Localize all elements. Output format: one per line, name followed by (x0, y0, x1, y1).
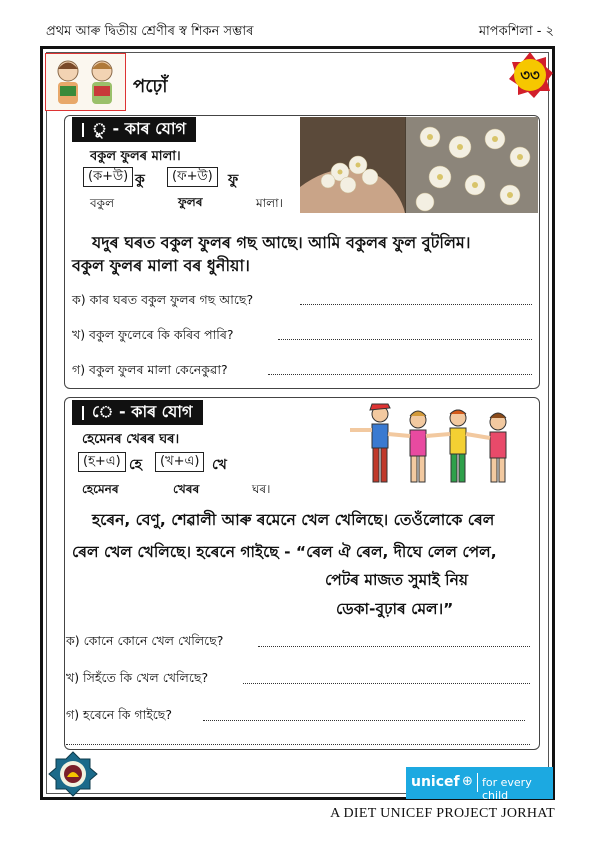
answer-line-3[interactable] (268, 374, 532, 375)
question2-2: খ) সিহঁতে কি খেল খেলিছে? (66, 670, 209, 685)
passage2-line-2: ৰেল খেল খেলিছে। হৰেনে গাইছে - “ৰেল ঐ ৰেল, দীঘে লেল পেল, (72, 543, 497, 561)
bakul-flowers-photo (300, 117, 538, 213)
word-mala: মালা। (256, 196, 283, 210)
passage2-line-1: হৰেন, বেণু, শেৱালী আৰু ৰমেনে খেল খেলিছে। তেওঁলোকে ৰেল (92, 511, 495, 529)
unicef-logo-box (406, 767, 553, 802)
unicef-wordmark: unicef (411, 774, 460, 790)
answer2-line-1[interactable] (258, 646, 530, 647)
children-reading-illustration (45, 53, 126, 111)
syllable-pha-u: (ফ+উ) (167, 167, 218, 187)
question-1: ক) কাৰ ঘৰত বকুল ফুলৰ গছ আছে? (72, 292, 254, 307)
passage2-line-4: ডেকা-বুঢ়াৰ মেল।” (336, 600, 454, 618)
word-phulor: ফুলৰ (178, 195, 203, 209)
word-bakul: বকুল (90, 196, 115, 210)
children-train-game-illustration (350, 400, 530, 498)
header-level-label: মাপকশিলা - ২ (478, 24, 554, 39)
header-series-title: প্ৰথম আৰু দ্বিতীয় শ্ৰেণীৰ স্ব শিকন সম্ভাৰ (46, 24, 254, 39)
project-credit: A DIET UNICEF PROJECT JORHAT (330, 806, 555, 821)
passage-line-2: বকুল ফুলৰ মালা বৰ ধুনীয়া। (72, 256, 250, 275)
question-2: খ) বকুল ফুলেৰে কি কৰিব পাৰি? (72, 327, 234, 342)
page-number-badge (506, 51, 554, 99)
syllable-khe: খে (212, 457, 227, 473)
question2-3: গ) হৰেনে কি গাইছে? (66, 707, 172, 722)
passage2-line-3: পেটৰ মাজত সুমাই নিয় (325, 571, 468, 589)
page-title: পঢ়োঁ (133, 76, 168, 97)
syllable-ku: কু (135, 172, 145, 188)
section-e-kar-tag (72, 400, 203, 425)
syllable-ha-e: (হ+এ) (78, 452, 126, 472)
word-hemenor: হেমেনৰ (82, 482, 119, 496)
example-sentence-2: হেমেনৰ খেৰৰ ঘৰ। (82, 432, 180, 447)
section-u-kar-label: ু - কাৰ যোগ (92, 119, 187, 138)
question-3: গ) বকুল ফুলৰ মালা কেনেকুৱা? (72, 362, 228, 377)
answer2-line-3[interactable] (203, 720, 525, 721)
unicef-divider (477, 773, 478, 792)
page-number: ৩৩ (520, 66, 540, 84)
unicef-globe-icon: ⊕ (462, 774, 473, 789)
answer-line-1[interactable] (300, 304, 532, 305)
syllable-kha-e: (খ+এ) (155, 452, 204, 472)
syllable-phu: ফু (228, 172, 239, 188)
unicef-tagline: for every child (482, 776, 532, 802)
answer2-line-2[interactable] (243, 683, 530, 684)
word-ghor: ঘৰ। (252, 482, 271, 496)
section-u-kar-tag (72, 117, 196, 142)
answer-line-2[interactable] (278, 339, 532, 340)
section-e-kar-label: ে - কাৰ যোগ (92, 402, 193, 421)
syllable-ka-u: (ক+উ) (83, 167, 133, 187)
question2-1: ক) কোনে কোনে খেল খেলিছে? (66, 633, 224, 648)
word-khoror: খেৰৰ (173, 482, 200, 496)
syllable-he: হে (129, 457, 143, 473)
passage-line-1: যদুৰ ঘৰত বকুল ফুলৰ গছ আছে। আমি বকুলৰ ফুল বুটলিম। (92, 233, 471, 252)
example-sentence: বকুল ফুলৰ মালা। (90, 149, 181, 164)
diet-emblem-logo (47, 751, 99, 797)
answer2-line-4[interactable] (66, 744, 530, 745)
